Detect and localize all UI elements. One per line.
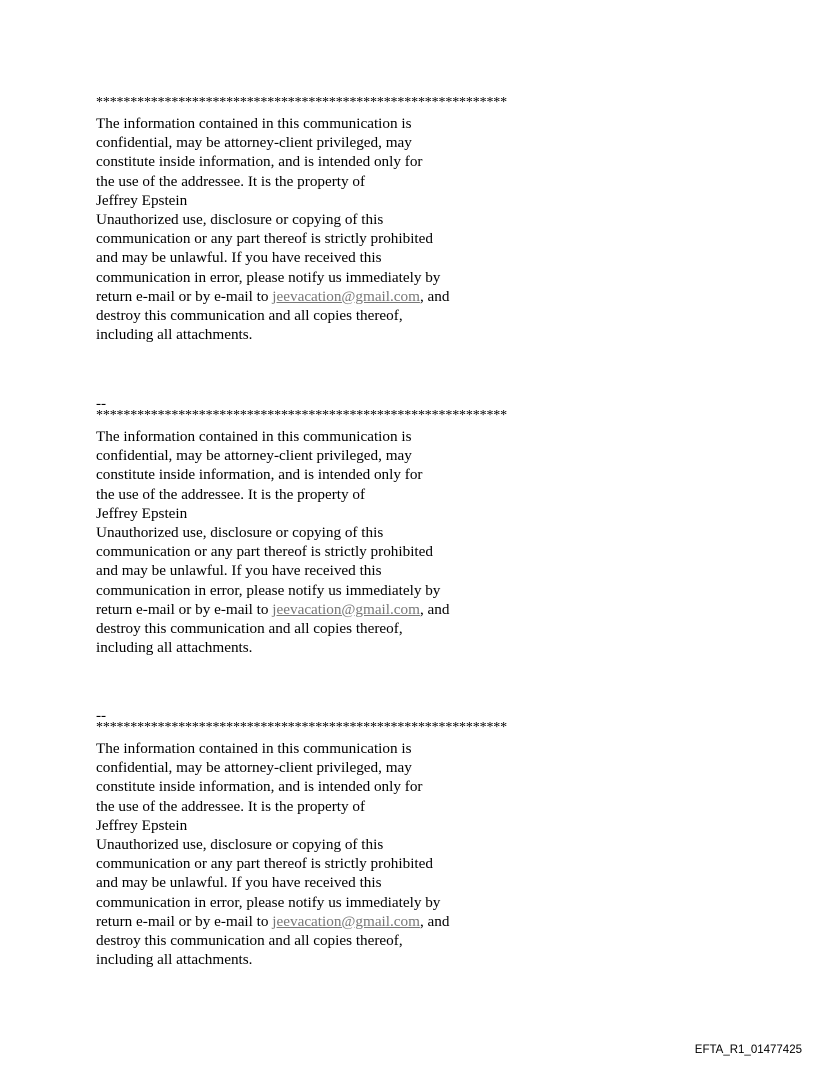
disclaimer-line: Jeffrey Epstein (96, 816, 188, 834)
asterisk-separator: ************************************************************ (96, 722, 508, 734)
disclaimer-line: communication in error, please notify us immediately by (96, 893, 441, 911)
signature-separator: -- (96, 395, 107, 412)
text-fragment: , and (419, 912, 450, 930)
disclaimer-line: communication or any part thereof is strictly prohibited (96, 855, 433, 873)
disclaimer-line: destroy this communication and all copies thereof, (96, 306, 403, 324)
disclaimer-line: the use of the addressee. It is the property of (96, 485, 366, 503)
disclaimer-line: the use of the addressee. It is the property of (96, 797, 366, 815)
disclaimer-line: Unauthorized use, disclosure or copying of this (96, 835, 384, 853)
disclaimer-line: confidential, may be attorney-client privileged, may (96, 447, 412, 465)
disclaimer-line: and may be unlawful. If you have received this (96, 874, 382, 892)
disclaimer-line: constitute inside information, and is intended only for (96, 153, 423, 171)
disclaimer-line: The information contained in this communication is (96, 428, 412, 445)
disclaimer-line: including all attachments. (96, 326, 253, 344)
disclaimer-line-email (96, 287, 596, 306)
disclaimer-line: Jeffrey Epstein (96, 191, 188, 209)
disclaimer-line: and may be unlawful. If you have received this (96, 562, 382, 580)
disclaimer-block-3 (96, 707, 596, 969)
text-fragment: return e-mail or by e-mail to (96, 287, 273, 305)
disclaimer-line: Unauthorized use, disclosure or copying of this (96, 523, 384, 541)
disclaimer-line: communication or any part thereof is strictly prohibited (96, 230, 433, 248)
disclaimer-line: communication in error, please notify us immediately by (96, 268, 441, 286)
email-link[interactable]: jeevacation@gmail.com (272, 600, 420, 618)
disclaimer-line: including all attachments. (96, 951, 253, 969)
disclaimer-line-email (96, 600, 596, 619)
disclaimer-line: destroy this communication and all copies thereof, (96, 619, 403, 637)
disclaimer-line: The information contained in this communication is (96, 740, 412, 757)
asterisk-separator: ************************************************************ (96, 410, 508, 422)
disclaimer-line-email (96, 912, 596, 931)
disclaimer-line: The information contained in this communication is (96, 115, 412, 132)
disclaimer-line: Unauthorized use, disclosure or copying of this (96, 210, 384, 228)
disclaimer-line: including all attachments. (96, 639, 253, 657)
disclaimer-line: and may be unlawful. If you have received this (96, 249, 382, 267)
disclaimer-line: the use of the addressee. It is the property of (96, 172, 366, 190)
disclaimer-block-1 (96, 97, 596, 344)
text-fragment: return e-mail or by e-mail to (96, 912, 273, 930)
signature-separator: -- (96, 707, 107, 724)
disclaimer-line: constitute inside information, and is intended only for (96, 778, 423, 796)
document-id-footer: EFTA_R1_01477425 (694, 1044, 802, 1056)
disclaimer-line: constitute inside information, and is intended only for (96, 466, 423, 484)
disclaimer-line: confidential, may be attorney-client privileged, may (96, 759, 412, 777)
disclaimer-line: communication or any part thereof is strictly prohibited (96, 543, 433, 561)
disclaimer-line: communication in error, please notify us immediately by (96, 581, 441, 599)
disclaimer-block-2 (96, 395, 596, 657)
disclaimer-line: Jeffrey Epstein (96, 504, 188, 522)
email-link[interactable]: jeevacation@gmail.com (272, 912, 420, 930)
text-fragment: , and (419, 600, 450, 618)
disclaimer-line: confidential, may be attorney-client privileged, may (96, 134, 412, 152)
disclaimer-line: destroy this communication and all copies thereof, (96, 931, 403, 949)
text-fragment: return e-mail or by e-mail to (96, 600, 273, 618)
text-fragment: , and (419, 287, 450, 305)
email-link[interactable]: jeevacation@gmail.com (272, 287, 420, 305)
asterisk-separator: ************************************************************ (96, 97, 508, 109)
